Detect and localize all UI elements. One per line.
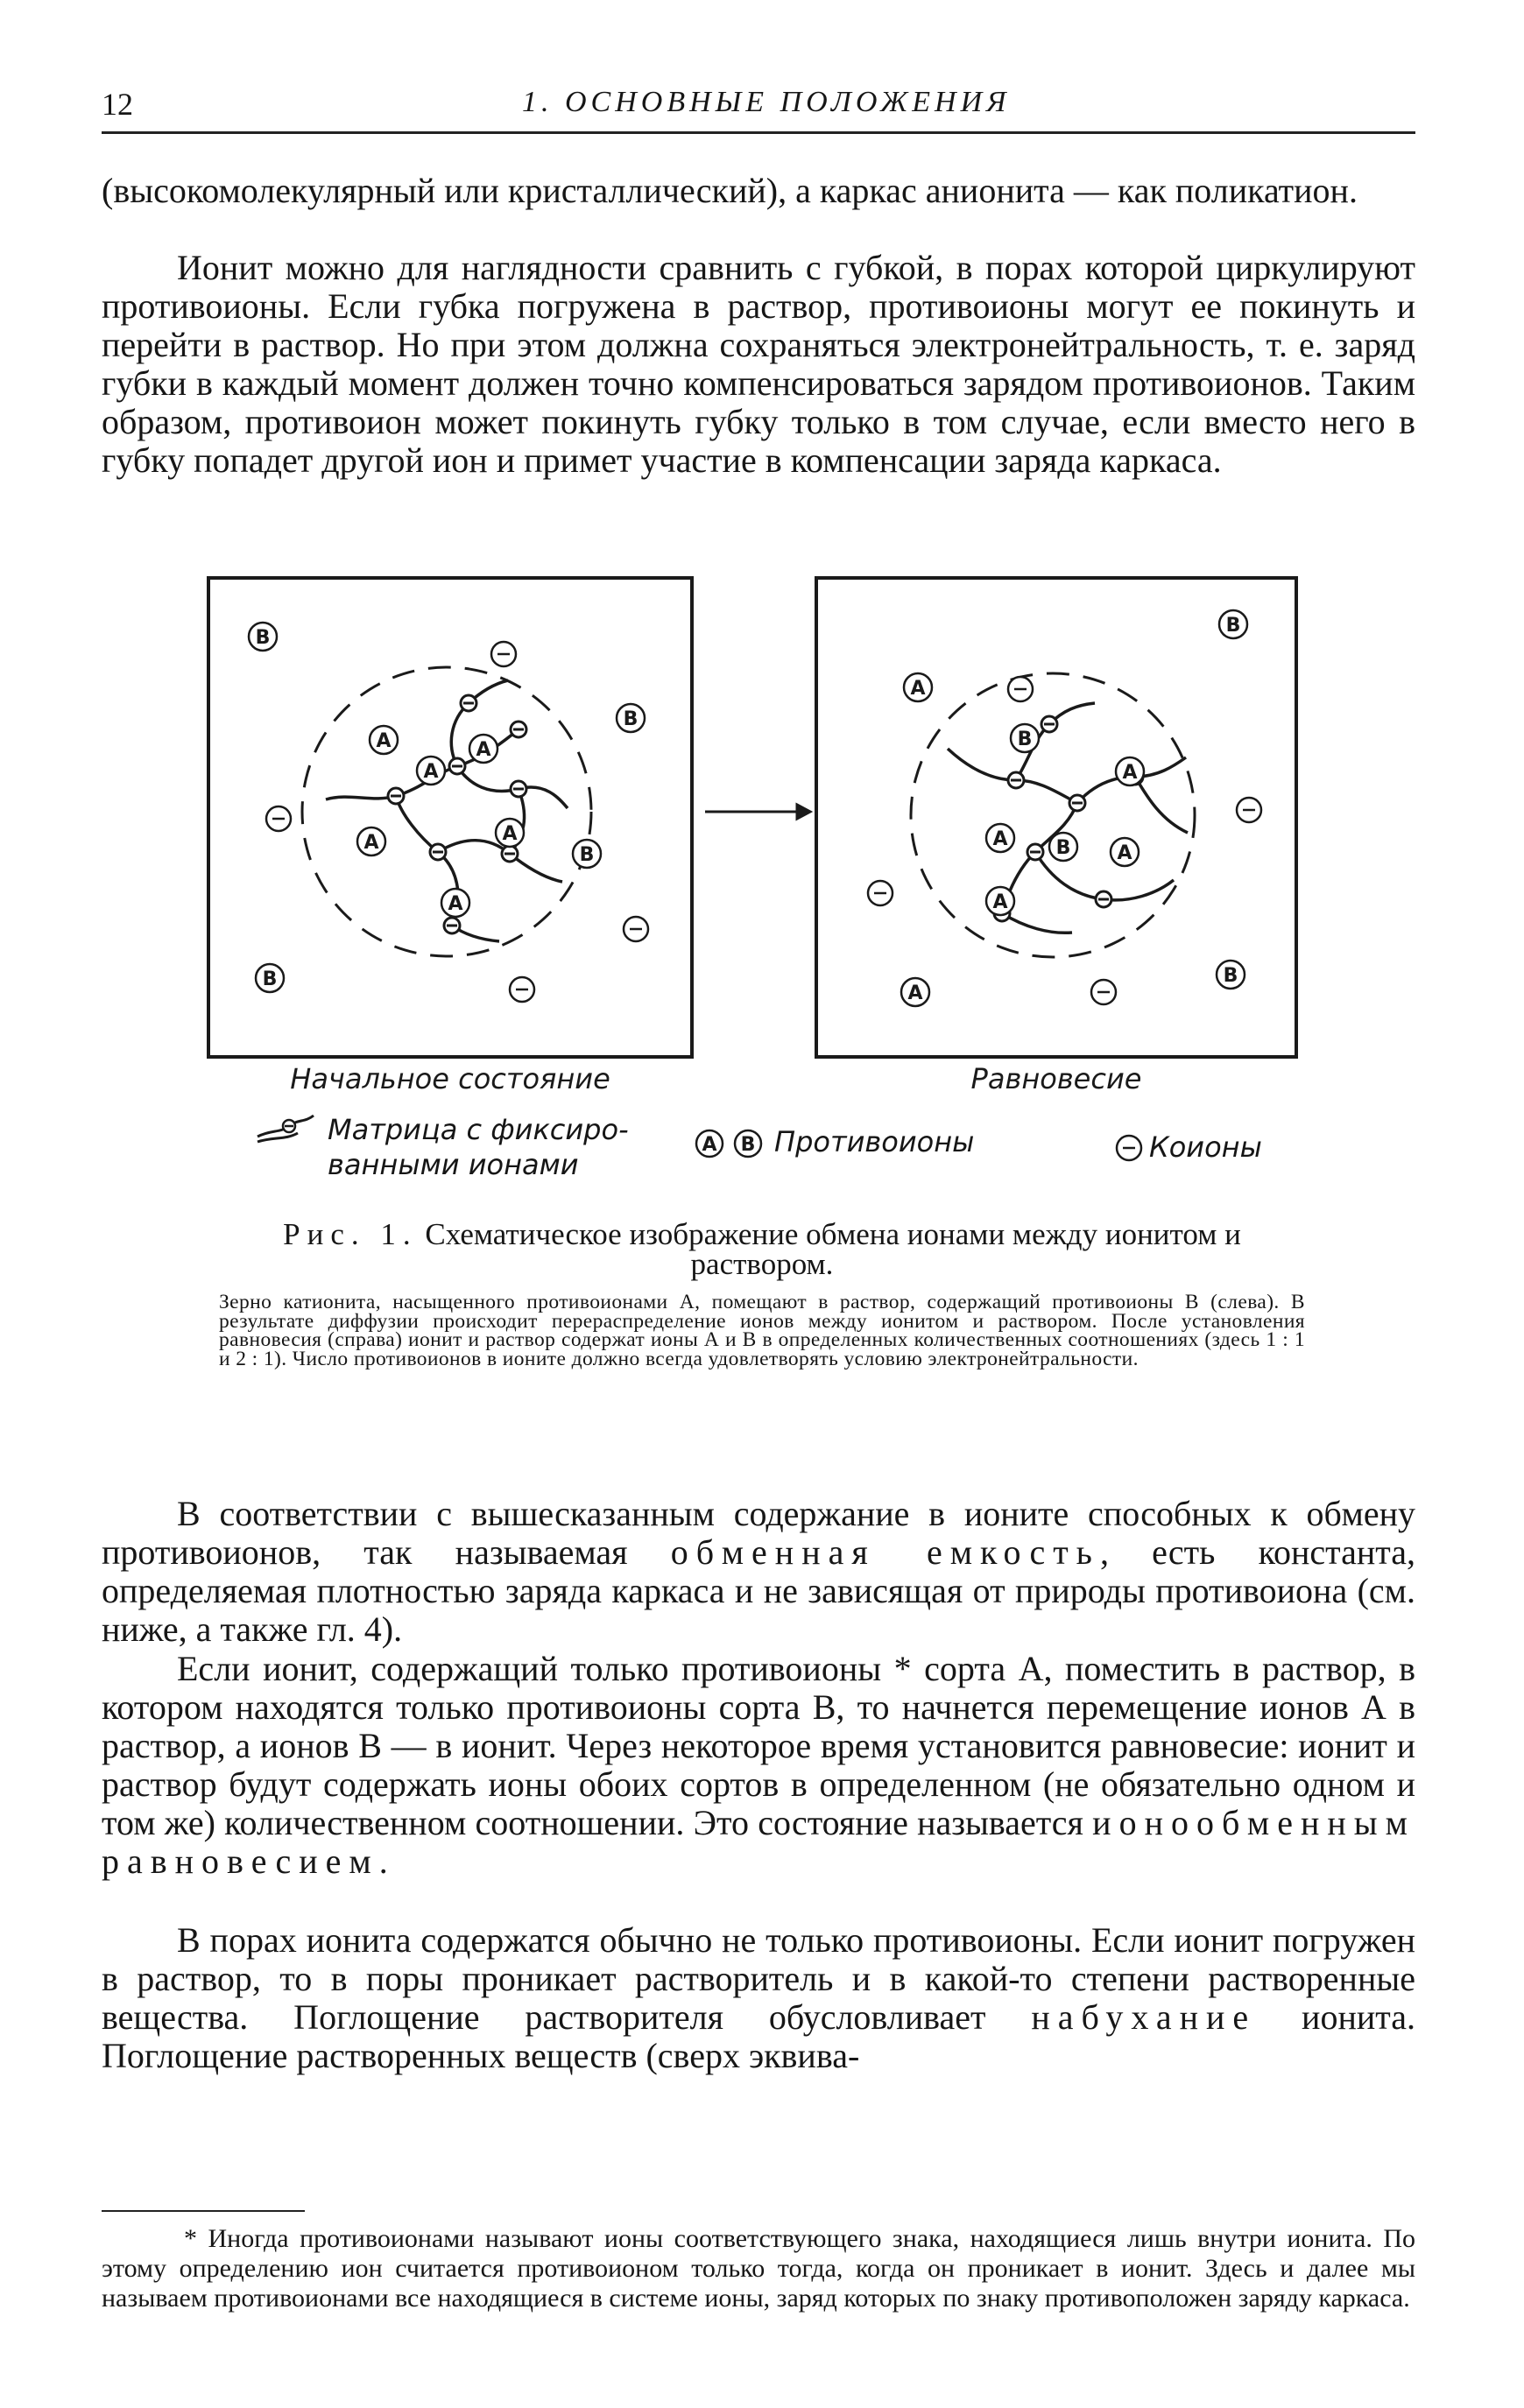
counterion-a	[357, 827, 385, 855]
term-swelling: набухание	[1031, 1997, 1257, 2037]
svg-text:A: A	[376, 730, 392, 752]
svg-text:A: A	[423, 761, 439, 783]
counterion-a	[901, 978, 929, 1006]
footnote-rule	[102, 2210, 305, 2212]
coion-legend-icon	[1114, 1133, 1144, 1163]
svg-text:B: B	[1225, 615, 1241, 637]
matrix-legend-icon	[254, 1110, 317, 1145]
counterion-legend-icons	[692, 1128, 766, 1163]
paragraph-3: В соответствии с вышесказанным содержание в ионите способных к обмену противоионов, так называемая обменная емкость, есть константа, определяемая плотностью заряда каркаса и не зависящая от природы противоиона (см. ниже, а также гл. 4).	[102, 1494, 1416, 1649]
term-exchange-capacity: обменная емкость	[670, 1532, 1100, 1572]
counterion-a	[441, 889, 469, 917]
term-ion-exchange-equilibrium: ионообменным равновесием	[102, 1803, 1415, 1881]
equilibrium-caption: Равновесие	[970, 1062, 1142, 1095]
svg-text:A: A	[476, 739, 491, 761]
footnote: * Иногда противоионами называют ионы соответствующего знака, находящиеся лишь внутри ионита. По этому определению ион считается противоионом только тогда, когда он проникает в ионит. Здесь и далее мы называем противоионами все находящиеся в системе ионы, заряд которых по знаку противоположен заряду каркаса.	[102, 2224, 1415, 2313]
paragraph-1: (высокомолекулярный или кристаллический), а каркас анионита — как поликатион.	[102, 171, 1358, 210]
counterion-a	[370, 726, 398, 754]
coion-icon	[1237, 798, 1261, 822]
counterion-a	[417, 757, 445, 785]
counterion-b	[1049, 833, 1077, 861]
counterion-b	[249, 623, 277, 651]
counterions-legend: Противоионы	[774, 1125, 975, 1158]
coions-legend: Коионы	[1149, 1130, 1262, 1164]
ion-a-label: A	[702, 1134, 717, 1156]
matrix-chains	[948, 703, 1188, 933]
svg-text:B: B	[255, 627, 271, 649]
svg-text:A: A	[992, 828, 1008, 850]
svg-text:B: B	[1223, 965, 1238, 987]
counterion-a	[986, 824, 1014, 852]
figure-caption-title: Рис. 1. Схематическое изображение обмена ионами между ионитом и раствором.	[283, 1217, 1241, 1281]
svg-text:A: A	[907, 982, 923, 1004]
coion-icon	[491, 642, 516, 666]
counterion-b	[1217, 961, 1245, 989]
chapter-title: 1. ОСНОВНЫЕ ПОЛОЖЕНИЯ	[522, 86, 1011, 118]
svg-text:A: A	[502, 823, 518, 845]
counterion-b	[573, 840, 601, 868]
paragraph-2: Ионит можно для наглядности сравнить с губкой, в порах которой циркулируют противоионы. Если губка погружена в раствор, противоионы могут ее покинуть и перейти в раствор. Но при этом должна сохраняться электронейтральность, т. е. заряд губки в каждый момент должен точно компенсироваться зарядом противоионов. Таким образом, противоион может покинуть губку только в том случае, если вместо него в губку попадет другой ион и примет участие в компенсации заряда каркаса.	[102, 248, 1415, 480]
running-header	[102, 86, 1415, 131]
svg-text:A: A	[1117, 842, 1132, 864]
counterion-a	[469, 735, 497, 763]
right-ion-grain	[911, 673, 1195, 957]
counterion-a	[986, 887, 1014, 915]
counterion-b	[617, 704, 645, 732]
svg-text:A: A	[992, 891, 1008, 913]
coion-icon	[266, 806, 291, 831]
svg-text:A: A	[910, 678, 926, 700]
svg-text:B: B	[1017, 729, 1033, 750]
coion-icon	[868, 881, 893, 905]
counterion-a	[1116, 757, 1144, 785]
page-number: 12	[102, 87, 133, 122]
svg-text:A: A	[363, 832, 379, 854]
svg-text:B: B	[579, 844, 595, 866]
counterion-a	[496, 819, 524, 847]
figure-caption-text: Зерно катионита, насыщенного противоионами А, помещают в раствор, содержащий противоионы В (слева). В результате диффузии происходит перераспределение ионов между ионитом и раствором. После установления равновесия (справа) ионит и раствор содержат ионы А и В в определенных количественных соотношениях (здесь 1 : 1 и 2 : 1). Число противоионов в ионите должно всегда удовлетворять условию электронейтральности.	[219, 1291, 1305, 1370]
ion-exchange-figure	[201, 574, 1323, 1095]
initial-state-caption: Начальное состояние	[290, 1062, 610, 1095]
ion-b-label: B	[740, 1134, 756, 1156]
paragraph-5: В порах ионита содержатся обычно не только противоионы. Если ионит погружен в раствор, то в поры проникает растворитель и в какой-то степени растворенные вещества. Поглощение растворителя обусловливает набухание ионита. Поглощение растворенных веществ (сверх эквива-	[102, 1920, 1415, 2075]
counterion-b	[1011, 724, 1039, 752]
svg-text:A: A	[448, 893, 463, 915]
counterion-b	[256, 964, 284, 992]
header-rule	[102, 131, 1415, 134]
coion-icon	[510, 977, 534, 1002]
svg-text:B: B	[1055, 837, 1071, 859]
coion-icon	[1008, 677, 1033, 701]
arrow-icon	[705, 805, 810, 819]
counterion-b	[1219, 610, 1247, 638]
counterion-a	[1111, 838, 1139, 866]
matrix-legend: Матрица с фиксиро- ванными ионами	[328, 1113, 629, 1181]
counterion-a	[904, 673, 932, 701]
coion-icon	[1091, 980, 1116, 1004]
coion-icon	[624, 917, 648, 941]
paragraph-4: Если ионит, содержащий только противоионы * сорта А, поместить в раствор, в котором находятся только противоионы сорта В, то начнется перемещение ионов А в раствор, а ионов В — в ионит. Через некоторое время установится равновесие: ионит и раствор будут содержать ионы обоих сортов в определенном (не обязательно одном и том же) количественном соотношении. Это состояние называется ионообменным равновесием.	[102, 1649, 1415, 1881]
svg-text:B: B	[623, 708, 639, 730]
svg-text:A: A	[1122, 762, 1138, 784]
svg-text:B: B	[262, 968, 278, 990]
